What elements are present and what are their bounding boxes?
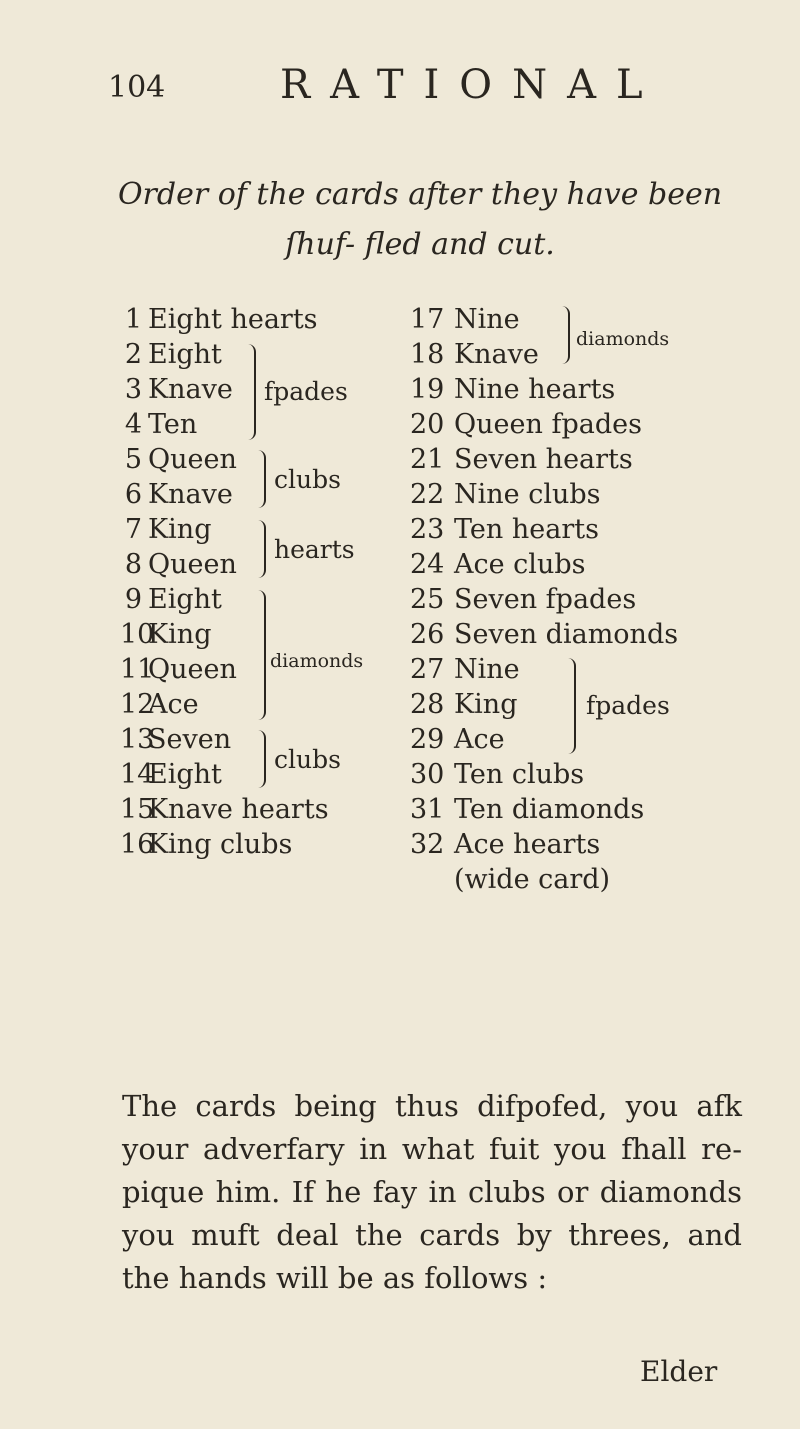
- list-item: 22 Nine clubs: [410, 479, 601, 510]
- group-brace: [568, 658, 576, 754]
- list-item: 8 Queen: [124, 549, 237, 580]
- catchword: Elder: [640, 1355, 718, 1388]
- list-item: 17 Nine: [410, 304, 520, 335]
- list-item: 3 Knave: [124, 374, 233, 405]
- group-suit-label: hearts: [274, 535, 355, 564]
- group-suit-label: clubs: [274, 465, 341, 494]
- list-item: 26 Seven diamonds: [410, 619, 679, 650]
- list-item: 20 Queen fpades: [410, 409, 642, 440]
- list-item: 10King: [120, 619, 212, 650]
- list-item: 29 Ace: [410, 724, 505, 755]
- group-suit-label: diamonds: [270, 650, 364, 672]
- page-number: 104: [108, 70, 166, 105]
- list-item: 15Knave hearts: [120, 794, 329, 825]
- left-card-list: [120, 302, 390, 862]
- list-item: 2 Eight: [124, 339, 222, 370]
- list-item: 14Eight: [120, 759, 222, 790]
- list-item: 18 Knave: [410, 339, 539, 370]
- list-item: 4 Ten: [124, 409, 198, 440]
- list-item: 31 Ten diamonds: [410, 794, 645, 825]
- list-item: 32 Ace hearts: [410, 829, 601, 860]
- group-suit-label: fpades: [264, 377, 348, 406]
- list-item: 5 Queen: [124, 444, 237, 475]
- list-item: 6 Knave: [124, 479, 233, 510]
- group-suit-label: fpades: [586, 691, 670, 720]
- list-item: 12Ace: [120, 689, 199, 720]
- list-item: 25 Seven fpades: [410, 584, 637, 615]
- group-suit-label: clubs: [274, 745, 341, 774]
- group-suit-label: diamonds: [576, 328, 670, 350]
- group-brace: [258, 520, 266, 578]
- list-item: 21 Seven hearts: [410, 444, 633, 475]
- running-head: RATIONAL: [280, 62, 663, 108]
- list-item: 16King clubs: [120, 829, 293, 860]
- list-item: 23 Ten hearts: [410, 514, 599, 545]
- group-brace: [258, 450, 266, 508]
- list-item-note: (wide card): [454, 864, 611, 895]
- list-item: 27 Nine: [410, 654, 520, 685]
- list-item: 13Seven: [120, 724, 232, 755]
- right-card-list: [410, 302, 770, 897]
- list-item: 1 Eight hearts: [124, 304, 318, 335]
- group-brace: [248, 344, 256, 440]
- list-item: 19 Nine hearts: [410, 374, 616, 405]
- group-brace: [258, 730, 266, 788]
- list-item: 7 King: [124, 514, 212, 545]
- group-brace: [562, 306, 570, 364]
- list-item: 24 Ace clubs: [410, 549, 586, 580]
- body-paragraph: The cards being thus difpofed, you afk your adverfary in what fuit you fhall re- pique him. If he fay in clubs or diamonds you muft deal the cards by threes, and the hands will be as follows :: [122, 1089, 742, 1295]
- list-item: 28 King: [410, 689, 518, 720]
- list-item: 9 Eight: [124, 584, 222, 615]
- section-title: Order of the cards after they have been ſhuf- fled and cut.: [117, 177, 723, 262]
- list-item: 11Queen: [120, 654, 237, 685]
- group-brace: [258, 590, 266, 720]
- list-item: 30 Ten clubs: [410, 759, 585, 790]
